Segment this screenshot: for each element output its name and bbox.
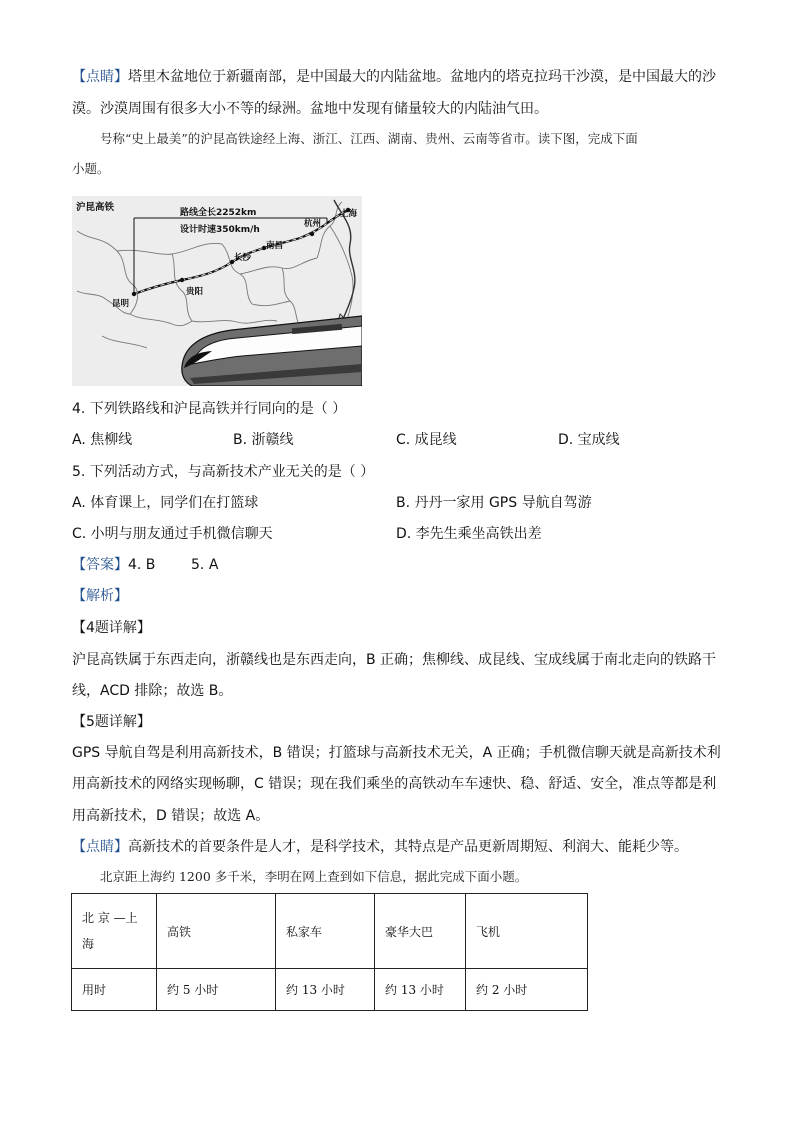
city-changsha: 长沙 <box>234 253 252 263</box>
intro1-line2: 小题。 <box>72 161 110 176</box>
table-cell: 约 13 小时 <box>375 969 466 1011</box>
note1-line1: 【点睛】塔里木盆地位于新疆南部，是中国最大的内陆盆地。盆地内的塔克拉玛干沙漠，是中国最大的沙 <box>72 69 716 85</box>
q5-stem: 5. 下列活动方式，与高新技术产业无关的是（ ） <box>72 464 375 480</box>
note2-line: 【点睛】高新技术的首要条件是人才，是科学技术，其特点是产品更新周期短、利润大、能耗少等。 <box>72 839 688 855</box>
table-row <box>72 969 588 1011</box>
q5-option-b: B. 丹丹一家用 GPS 导航自驾游 <box>396 495 592 511</box>
detail5-line2: 用高新技术的网络实现畅聊，C 错误；现在我们乘坐的高铁动车车速快、稳、舒适、安全，准点等都是利 <box>72 776 717 792</box>
railway-map <box>72 196 362 386</box>
table-header-cell: 飞机 <box>466 894 588 969</box>
table-cell: 约 13 小时 <box>276 969 375 1011</box>
table-row-label: 用时 <box>72 969 157 1011</box>
q5-option-c: C. 小明与朋友通过手机微信聊天 <box>72 526 273 542</box>
q4-option-a: A. 焦柳线 <box>72 432 133 448</box>
city-kunming: 昆明 <box>112 299 130 309</box>
note-tag: 【点睛】 <box>72 839 128 855</box>
q4-stem: 4. 下列铁路线和沪昆高铁并行同向的是（ ） <box>72 401 347 417</box>
q4-option-c: C. 成昆线 <box>396 432 457 448</box>
analysis-tag: 【解析】 <box>72 588 128 604</box>
city-shanghai: 上海 <box>340 209 358 219</box>
map-length-label: 路线全长2252km <box>180 208 257 218</box>
q4-option-b: B. 浙赣线 <box>233 432 294 448</box>
table-cell: 约 5 小时 <box>157 969 276 1011</box>
detail4-line1: 沪昆高铁属于东西走向，浙赣线也是东西走向，B 正确；焦柳线、成昆线、宝成线属于南北走向的铁路干 <box>72 652 717 668</box>
answer-line: 【答案】4. B 5. A <box>72 557 219 573</box>
detail5-line3: 用高新技术，D 错误；故选 A。 <box>72 808 270 824</box>
city-nanchang: 南昌 <box>266 241 284 251</box>
table-cell: 约 2 小时 <box>466 969 588 1011</box>
intro2-line1: 北京距上海约 1200 多千米，李明在网上查到如下信息，据此完成下面小题。 <box>100 869 528 884</box>
table-header-route: 北 京 —上 海 <box>72 894 157 969</box>
detail5-tag: 【5题详解】 <box>72 714 151 730</box>
table-header-cell: 私家车 <box>276 894 375 969</box>
note1-line2: 漠。沙漠周围有很多大小不等的绿洲。盆地中发现有储量较大的内陆油气田。 <box>72 101 548 117</box>
map-speed-label: 设计时速350km/h <box>180 225 260 235</box>
detail5-line1: GPS 导航自驾是利用高新技术，B 错误；打篮球与高新技术无关，A 正确；手机微信聊天就是高新技术利 <box>72 745 721 761</box>
travel-time-table <box>71 893 588 1011</box>
detail4-tag: 【4题详解】 <box>72 620 151 636</box>
railway-map-figure <box>72 196 362 386</box>
table-header-cell: 高铁 <box>157 894 276 969</box>
q4-option-d: D. 宝成线 <box>558 432 620 448</box>
q5-option-d: D. 李先生乘坐高铁出差 <box>396 526 542 542</box>
intro1-line1: 号称“史上最美”的沪昆高铁途经上海、浙江、江西、湖南、贵州、云南等省市。读下图，完成下面 <box>100 131 638 146</box>
q5-option-a: A. 体育课上，同学们在打篮球 <box>72 495 259 511</box>
detail4-line2: 线，ACD 排除；故选 B。 <box>72 683 233 699</box>
city-guiyang: 贵阳 <box>186 287 204 297</box>
table-header-row <box>72 894 588 969</box>
answer-tag: 【答案】 <box>72 557 128 573</box>
note-tag: 【点睛】 <box>72 69 128 85</box>
map-title: 沪昆高铁 <box>76 202 115 213</box>
city-hangzhou: 杭州 <box>304 219 322 229</box>
table-header-cell: 豪华大巴 <box>375 894 466 969</box>
